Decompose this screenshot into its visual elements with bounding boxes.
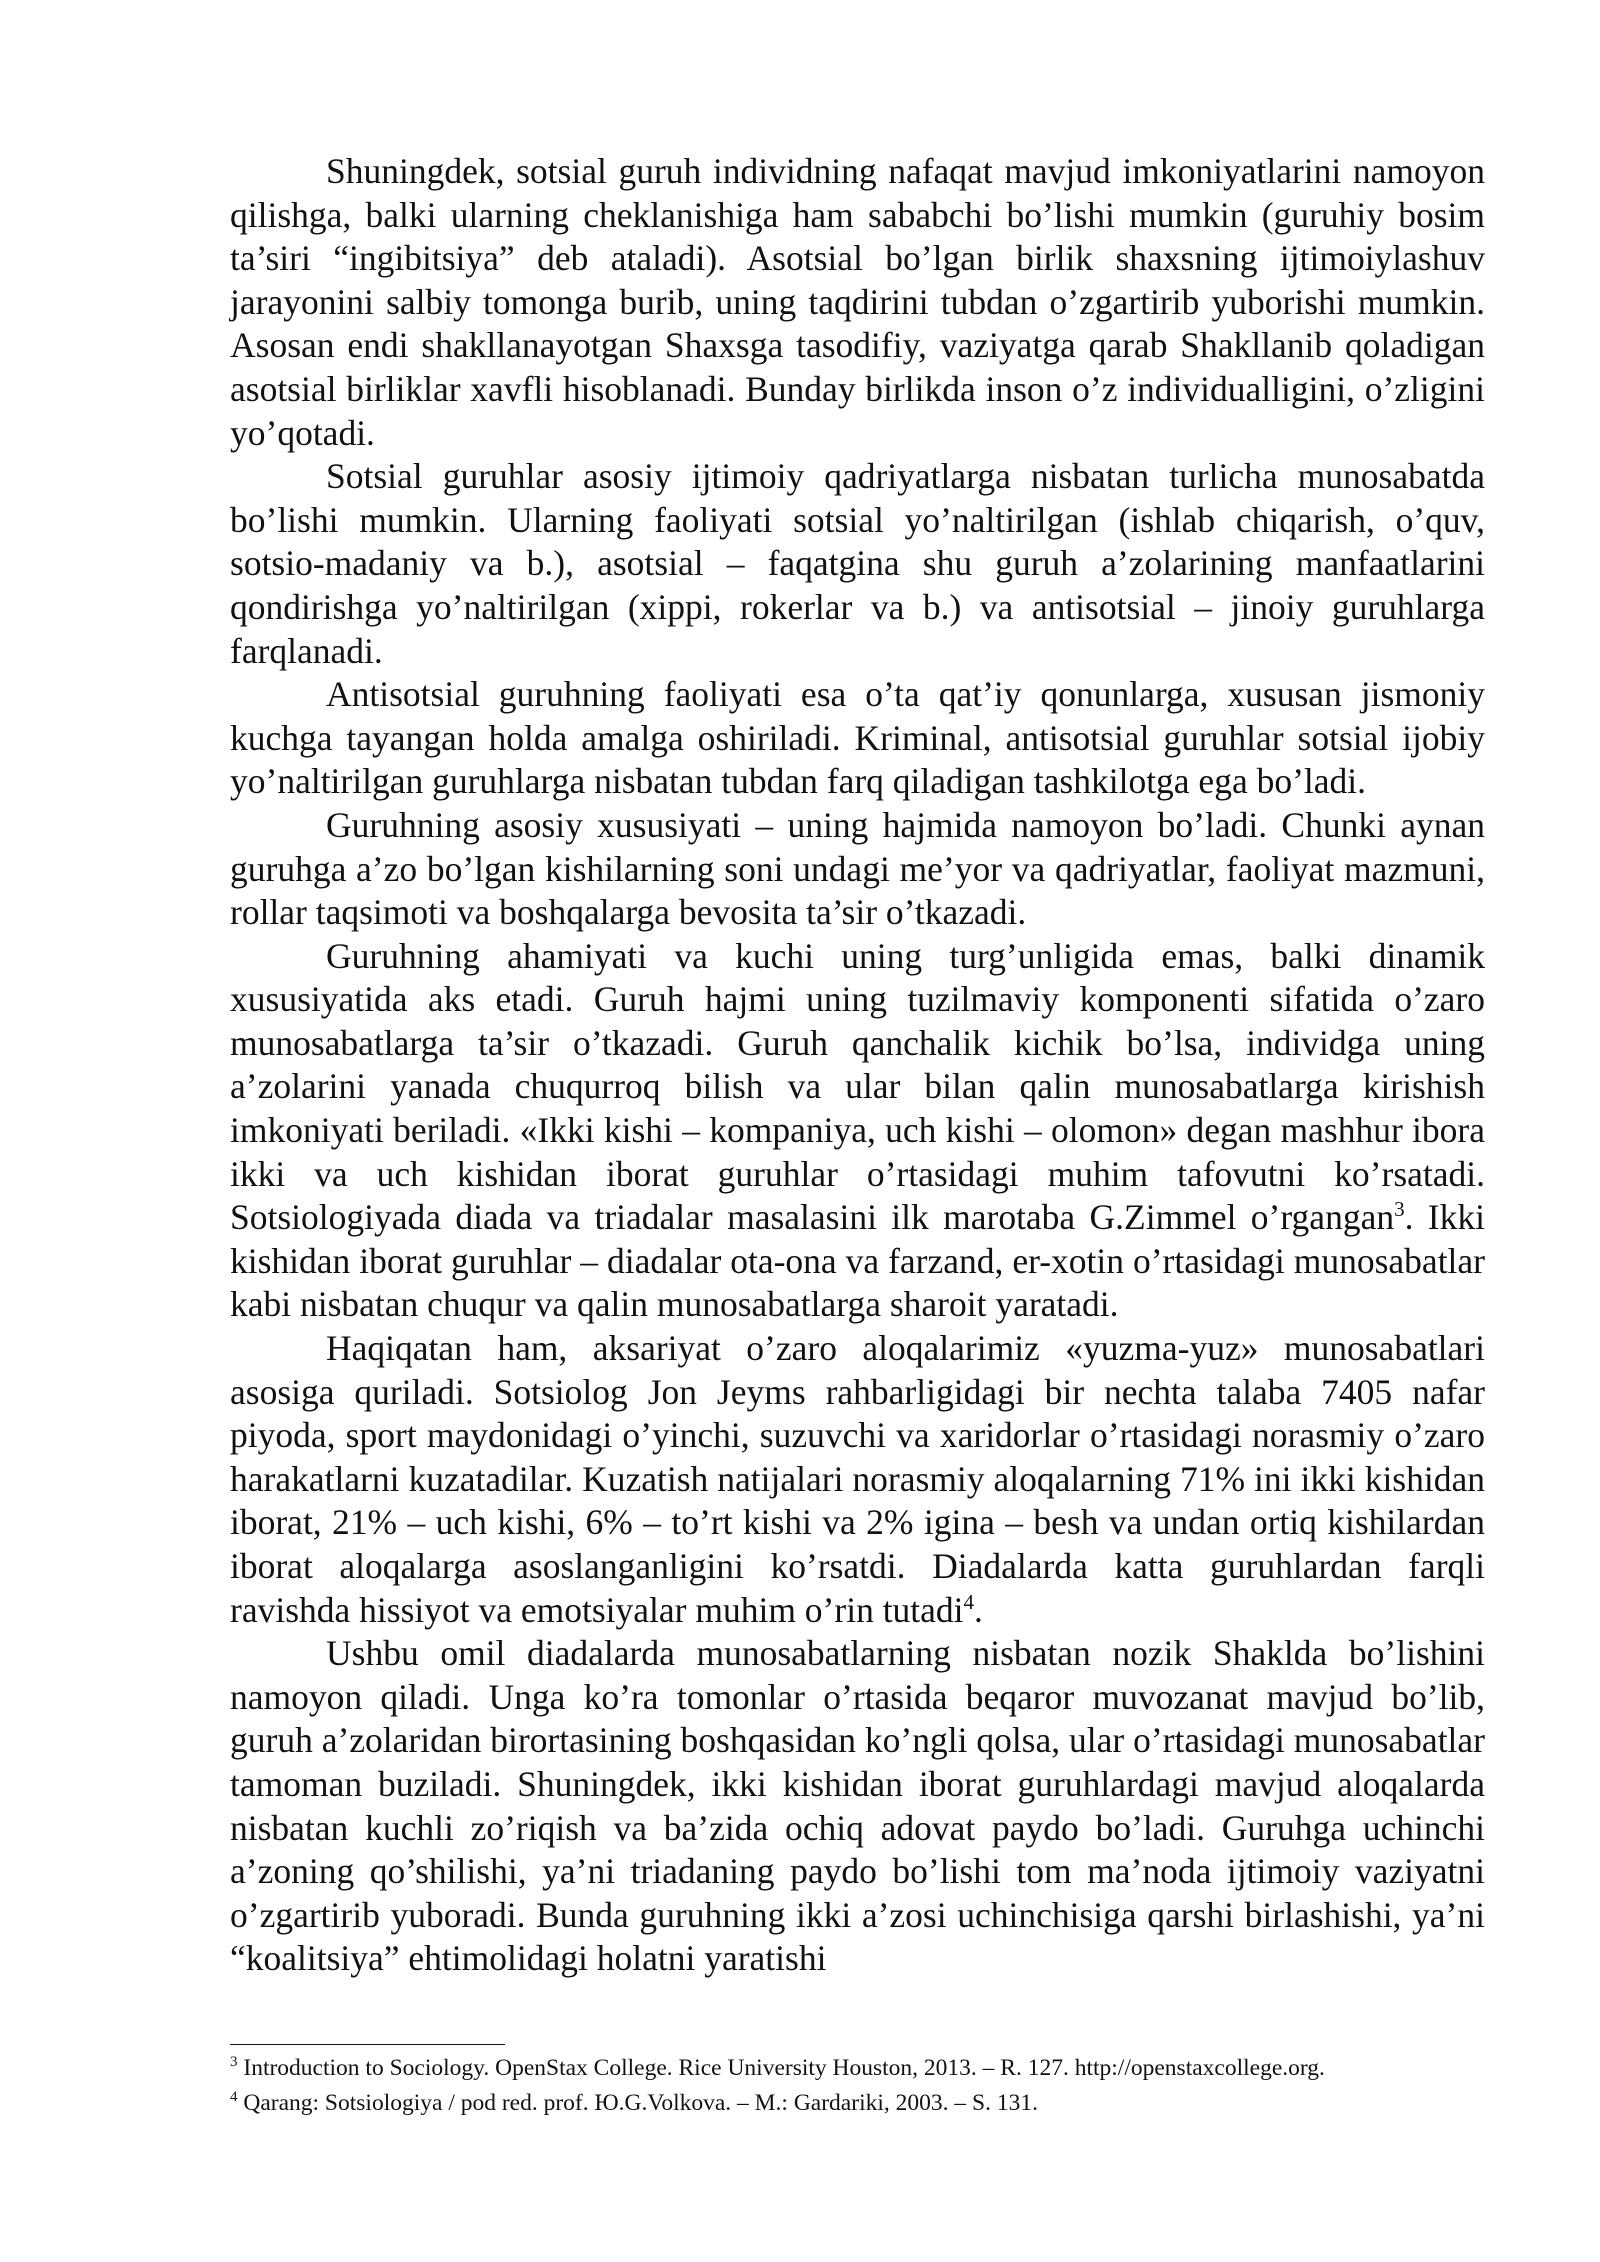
footnote-ref-4[interactable]: 4 [963,1589,975,1614]
paragraph-1 [230,150,1485,455]
paragraph-5 [230,935,1485,1327]
paragraph-4 [230,804,1485,935]
paragraph-3 [230,673,1485,804]
paragraph-2 [230,455,1485,673]
footnote-text: Introduction to Sociology. OpenStax College. Rice University Houston, 2013. – R. 127. http://openstaxcollege.org. [237,2055,1325,2081]
paragraph-text: Guruhning ahamiyati va kuchi uning turg’unligida emas, balki dinamik xususiyatida aks etadi. Guruh hajmi uning tuzilmaviy komponenti sifatida o’zaro munosabatlarga ta’sir o’tkazadi. Guruh qanchalik kichik bo’lsa, individga uning a’zolarini yanada chuqurroq bilish va ular bilan qalin munosabatlarga kirishish imkoniyati beriladi. «Ikki kishi – kompaniya, uch kishi – olomon» degan mashhur ibora ikki va uch kishidan iborat guruhlar o’rtasidagi muhim tafovutni ko’rsatadi. Sotsiologiyada diada va triadalar masalasini ilk marotaba G.Zimmel o’rgangan [230,935,1485,1238]
paragraph-6 [230,1327,1485,1632]
footnote-mark: 3 [230,2054,238,2071]
main-text [230,150,1485,1981]
paragraph-text: Antisotsial guruhning faoliyati esa o’ta qat’iy qonunlarga, xususan jismoniy kuchga tayangan holda amalga oshiriladi. Kriminal, antisotsial guruhlar sotsial ijobiy yo’naltirilgan guruhlarga nisbatan tubdan farq qiladigan tashkilotga ega bo’ladi. [230,674,1485,802]
footnote-mark: 4 [230,2089,238,2106]
paragraph-text-continued: . Ikki kishidan iborat guruhlar – diadalar ota-ona va farzand, er-xotin o’rtasidagi munosabatlar kabi nisbatan chuqur va qalin munosabatlarga sharoit yaratadi. [230,1197,1485,1325]
paragraph-text: Haqiqatan ham, aksariyat o’zaro aloqalarimiz «yuzma-yuz» munosabatlari asosiga quriladi. Sotsiolog Jon Jeyms rahbarligidagi bir nechta talaba 7405 nafar piyoda, sport maydonidagi o’yinchi, suzuvchi va xaridorlar o’rtasidagi norasmiy o’zaro harakatlarni kuzatadilar. Kuzatish natijalari norasmiy aloqalarning 71% ini ikki kishidan iborat, 21% – uch kishi, 6% – to’rt kishi va 2% igina – besh va undan ortiq kishilardan iborat aloqalarga asoslanganligini ko’rsatdi. Diadalarda katta guruhlardan farqli ravishda hissiyot va emotsiyalar muhim o’rin tutadi [230,1328,1485,1630]
footnote-text: Qarang: Sotsiologiya / pod red. prof. Ю.G.Volkova. – M.: Gardariki, 2003. – S. 131. [237,2090,1038,2116]
paragraph-text: Sotsial guruhlar asosiy ijtimoiy qadriyatlarga nisbatan turlicha munosabatda bo’lishi mumkin. Ularning faoliyati sotsial yo’naltirilgan (ishlab chiqarish, o’quv, sotsio-madaniy va b.), asotsial – faqatgina shu guruh a’zolarining manfaatlarini qondirishga yo’naltirilgan (xippi, rokerlar va b.) va antisotsial – jinoiy guruhlarga farqlanadi. [230,456,1485,671]
footnotes [230,2044,1485,2121]
paragraph-text: Ushbu omil diadalarda munosabatlarning nisbatan nozik Shaklda bo’lishini namoyon qiladi. Unga ko’ra tomonlar o’rtasida beqaror muvozanat mavjud bo’lib, guruh a’zolaridan birortasining boshqasidan ko’ngli qolsa, ular o’rtasidagi munosabatlar tamoman buziladi. Shuningdek, ikki kishidan iborat guruhlardagi mavjud aloqalarda nisbatan kuchli zo’riqish va ba’zida ochiq adovat paydo bo’ladi. Guruhga uchinchi a’zoning qo’shilishi, ya’ni triadaning paydo bo’lishi tom ma’noda ijtimoiy vaziyatni o’zgartirib yuboradi. Bunda guruhning ikki a’zosi uchinchisiga qarshi birlashishi, ya’ni “koalitsiya” ehtimolidagi holatni yaratishi [230,1633,1485,1979]
footnote-4 [230,2086,1485,2121]
paragraph-7 [230,1632,1485,1981]
footnote-3 [230,2051,1485,2086]
footnote-separator [230,2044,505,2045]
footnote-ref-3[interactable]: 3 [1394,1197,1405,1222]
paragraph-text-continued: . [974,1589,983,1630]
paragraph-text: Shuningdek, sotsial guruh individning nafaqat mavjud imkoniyatlarini namoyon qilishga, balki ularning cheklanishiga ham sababchi bo’lishi mumkin (guruhiy bosim ta’siri “ingibitsiya” deb ataladi). Asotsial bo’lgan birlik shaxsning ijtimoiylashuv jarayonini salbiy tomonga burib, uning taqdirini tubdan o’zgartirib yuborishi mumkin. Asosan endi shakllanayotgan Shaxsga tasodifiy, vaziyatga qarab Shakllanib qoladigan asotsial birliklar xavfli hisoblanadi. Bunday birlikda inson o’z individualligini, o’zligini yo’qotadi. [230,151,1485,453]
paragraph-text: Guruhning asosiy xususiyati – uning hajmida namoyon bo’ladi. Chunki aynan guruhga a’zo bo’lgan kishilarning soni undagi me’yor va qadriyatlar, faoliyat mazmuni, rollar taqsimoti va boshqalarga bevosita ta’sir o’tkazadi. [230,804,1485,933]
